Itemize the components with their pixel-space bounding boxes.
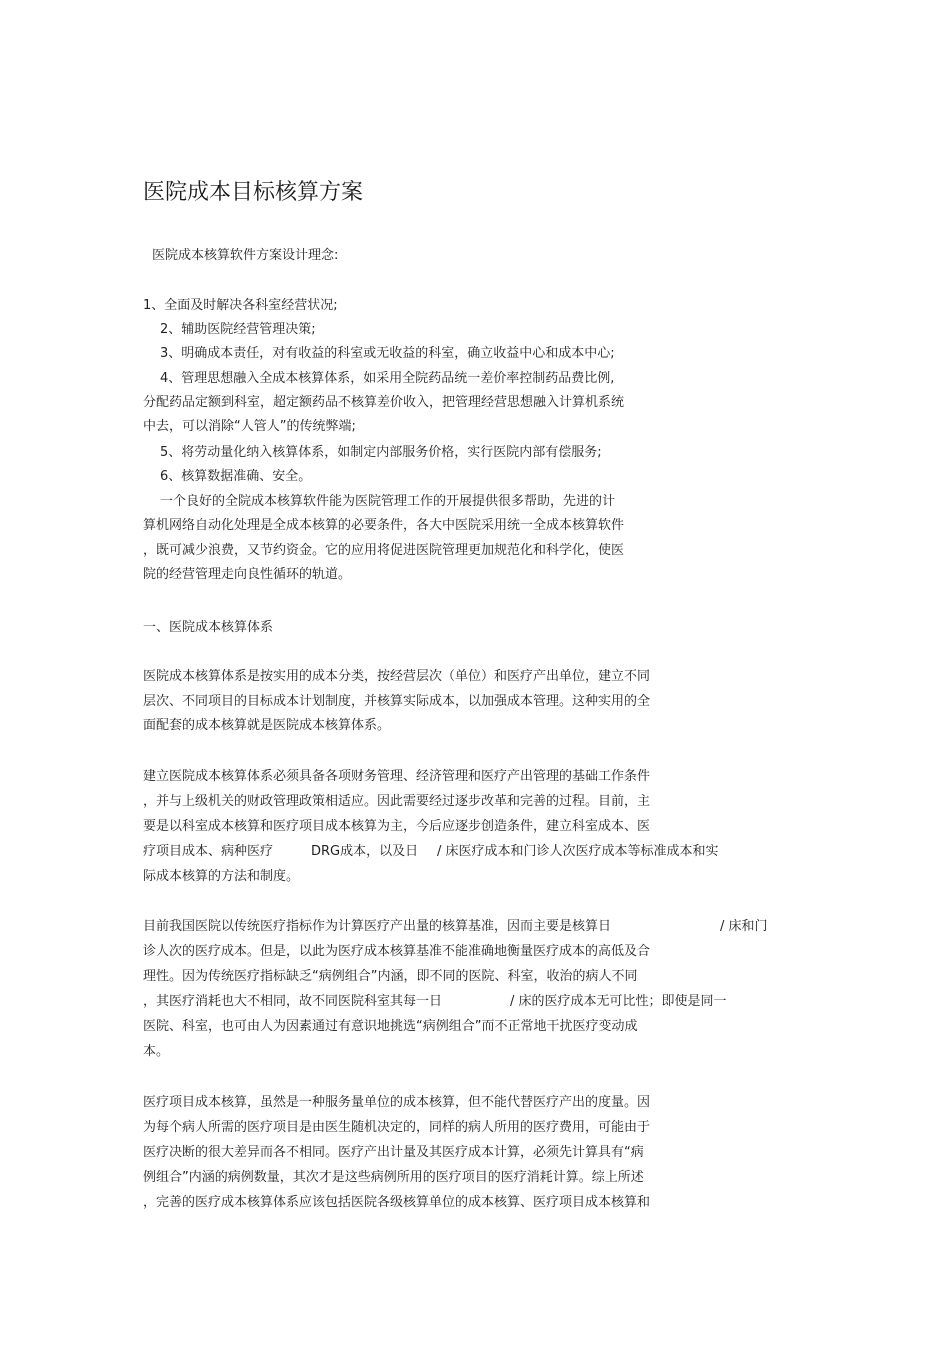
principle-item: 6、核算数据准确、安全。 (160, 469, 312, 484)
principle-item: 3、明确成本责任，对有收益的科室或无收益的科室，确立收益中心和成本中心; (160, 346, 615, 361)
paragraph-line: ，完善的医疗成本核算体系应该包括医院各级核算单位的成本核算、医疗项目成本核算和 (143, 1195, 651, 1210)
paragraph-line: 医院、科室，也可由人为因素通过有意识地挑选“病例组合”而不正常地干扰医疗变动成 (143, 1019, 638, 1034)
line-segment: DRG成本，以及日 (311, 844, 419, 859)
paragraph-line: 医疗决断的很大差异而各不相同。医疗产出计量及其医疗成本计算，必须先计算具有“病 (143, 1145, 644, 1160)
paragraph-line: 诊人次的医疗成本。但是，以此为医疗成本核算基准不能准确地衡量医疗成本的高低及合 (143, 944, 651, 959)
line-segment: / 床的医疗成本无可比性；即使是同一 (510, 994, 727, 1009)
principle-item: 5、将劳动量化纳入核算体系，如制定内部服务价格，实行医院内部有偿服务; (160, 445, 602, 460)
paragraph-line: 层次、不同项目的目标成本计划制度，并核算实际成本，以加强成本管理。这种实用的全 (143, 694, 651, 709)
line-segment: 目前我国医院以传统医疗指标作为计算医疗产出量的核算基准，因而主要是核算日 (143, 919, 612, 934)
paragraph-line: 际成本核算的方法和制度。 (143, 869, 300, 884)
paragraph-line: 为每个病人所需的医疗项目是由医生随机决定的，同样的病人所用的医疗费用，可能由于 (143, 1120, 651, 1135)
line-segment: / 床医疗成本和门诊人次医疗成本等标准成本和实 (437, 844, 719, 859)
line-segment: 疗项目成本、病种医疗 (143, 844, 274, 859)
paragraph-line: ，既可减少浪费，又节约资金。它的应用将促进医院管理更加规范化和科学化，使医 (143, 543, 625, 558)
principle-item: 1、全面及时解决各科室经营状况; (143, 298, 338, 313)
paragraph-line: 例组合”内涵的病例数量，其次才是这些病例所用的医疗项目的医疗消耗计算。综上所述 (143, 1170, 644, 1185)
paragraph-line: 面配套的成本核算就是医院成本核算体系。 (143, 718, 391, 733)
line-segment: ，其医疗消耗也大不相同，故不同医院科室其每一日 (143, 994, 443, 1009)
section-heading: 一、医院成本核算体系 (143, 620, 274, 635)
paragraph-line: 医疗项目成本核算，虽然是一种服务量单位的成本核算，但不能代替医疗产出的度量。因 (143, 1095, 651, 1110)
paragraph-line: 医院成本核算体系是按实用的成本分类，按经营层次（单位）和医疗产出单位，建立不同 (143, 669, 651, 684)
principle-item-continuation: 中去，可以消除“人管人”的传统弊端; (143, 419, 356, 434)
paragraph-line: 院的经营管理走向良性循环的轨道。 (143, 567, 352, 582)
intro-heading: 医院成本核算软件方案设计理念: (152, 248, 339, 263)
line-segment: / 床和门 (720, 919, 768, 934)
paragraph-line: 算机网络自动化处理是全成本核算的必要条件，各大中医院采用统一全成本核算软件 (143, 518, 625, 533)
document-title: 医院成本目标核算方案 (143, 180, 364, 205)
paragraph-line: 理性。因为传统医疗指标缺乏“病例组合”内涵，即不同的医院、科室，收治的病人不同 (143, 969, 638, 984)
paragraph-line: 建立医院成本核算体系必须具备各项财务管理、经济管理和医疗产出管理的基础工作条件 (143, 769, 651, 784)
paragraph-line: 要是以科室成本核算和医疗项目成本核算为主，今后应逐步创造条件，建立科室成本、医 (143, 819, 651, 834)
paragraph-line: 一个良好的全院成本核算软件能为医院管理工作的开展提供很多帮助，先进的计 (160, 494, 616, 509)
principle-item: 4、管理思想融入全成本核算体系，如采用全院药品统一差价率控制药品费比例, (160, 371, 615, 386)
paragraph-line: 本。 (143, 1044, 170, 1059)
principle-item: 2、辅助医院经营管理决策; (160, 322, 316, 337)
paragraph-line: ，并与上级机关的财政管理政策相适应。因此需要经过逐步改革和完善的过程。目前，主 (143, 794, 651, 809)
principle-item-continuation: 分配药品定额到科室，超定额药品不核算差价收入，把管理经营思想融入计算机系统 (143, 395, 625, 410)
